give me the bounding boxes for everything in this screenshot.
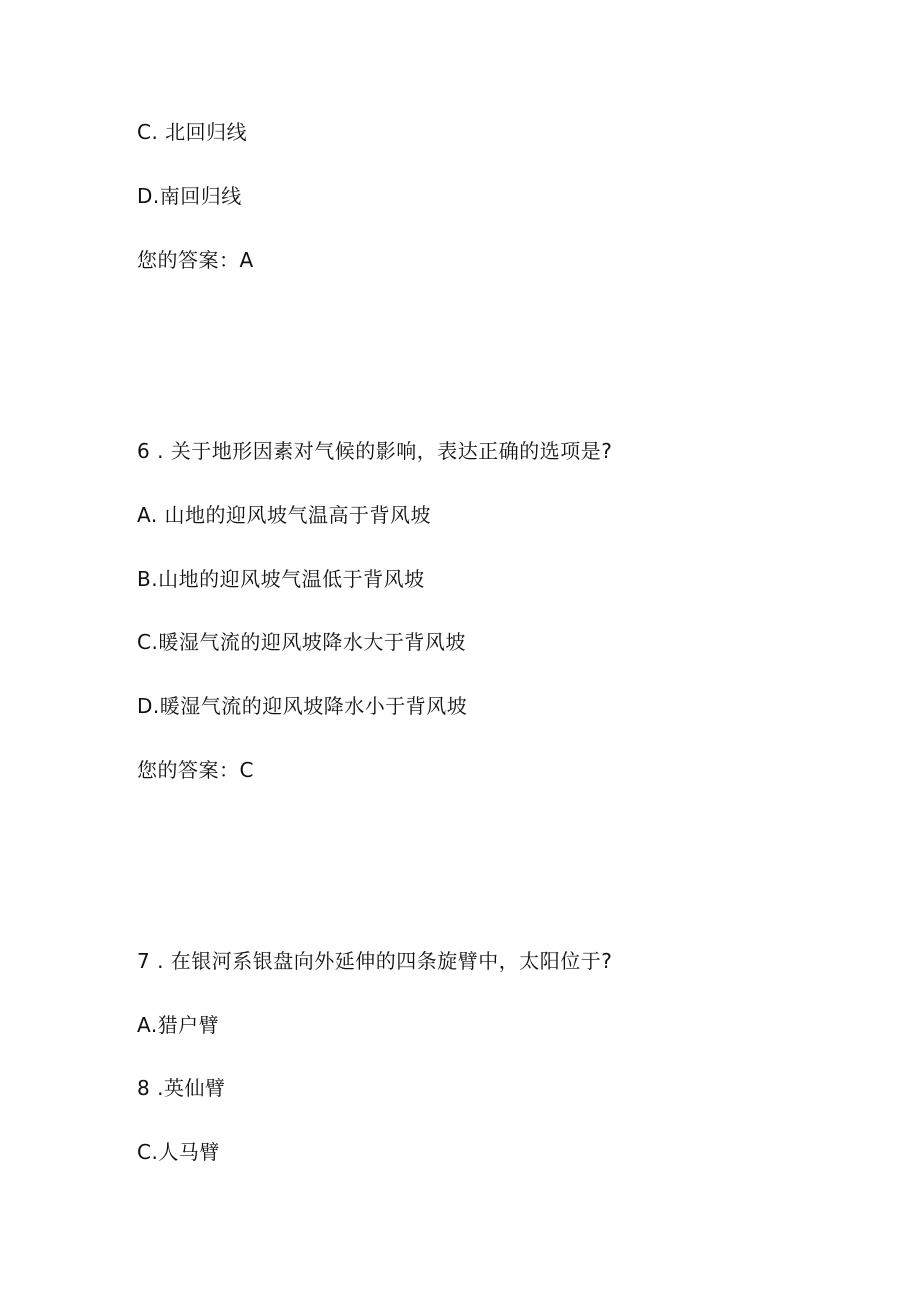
option-line: C.人马臂 bbox=[137, 1140, 220, 1164]
option-line: A. 山地的迎风坡气温高于背风坡 bbox=[137, 503, 432, 527]
option-line: A.猎户臂 bbox=[137, 1013, 220, 1037]
answer-line: 您的答案：C bbox=[137, 758, 254, 782]
question-line: 6 . 关于地形因素对气候的影响，表达正确的选项是? bbox=[137, 439, 613, 463]
question-line: 7 . 在银河系银盘向外延伸的四条旋臂中，太阳位于? bbox=[137, 949, 613, 973]
option-line: C. 北回归线 bbox=[137, 120, 248, 144]
answer-line: 您的答案：A bbox=[137, 248, 254, 272]
option-line: B.山地的迎风坡气温低于背风坡 bbox=[137, 567, 425, 591]
option-line: D.南回归线 bbox=[137, 184, 242, 208]
option-line: 8 .英仙臂 bbox=[137, 1076, 226, 1100]
option-line: C.暖湿气流的迎风坡降水大于背风坡 bbox=[137, 630, 466, 654]
option-line: D.暖湿气流的迎风坡降水小于背风坡 bbox=[137, 694, 468, 718]
